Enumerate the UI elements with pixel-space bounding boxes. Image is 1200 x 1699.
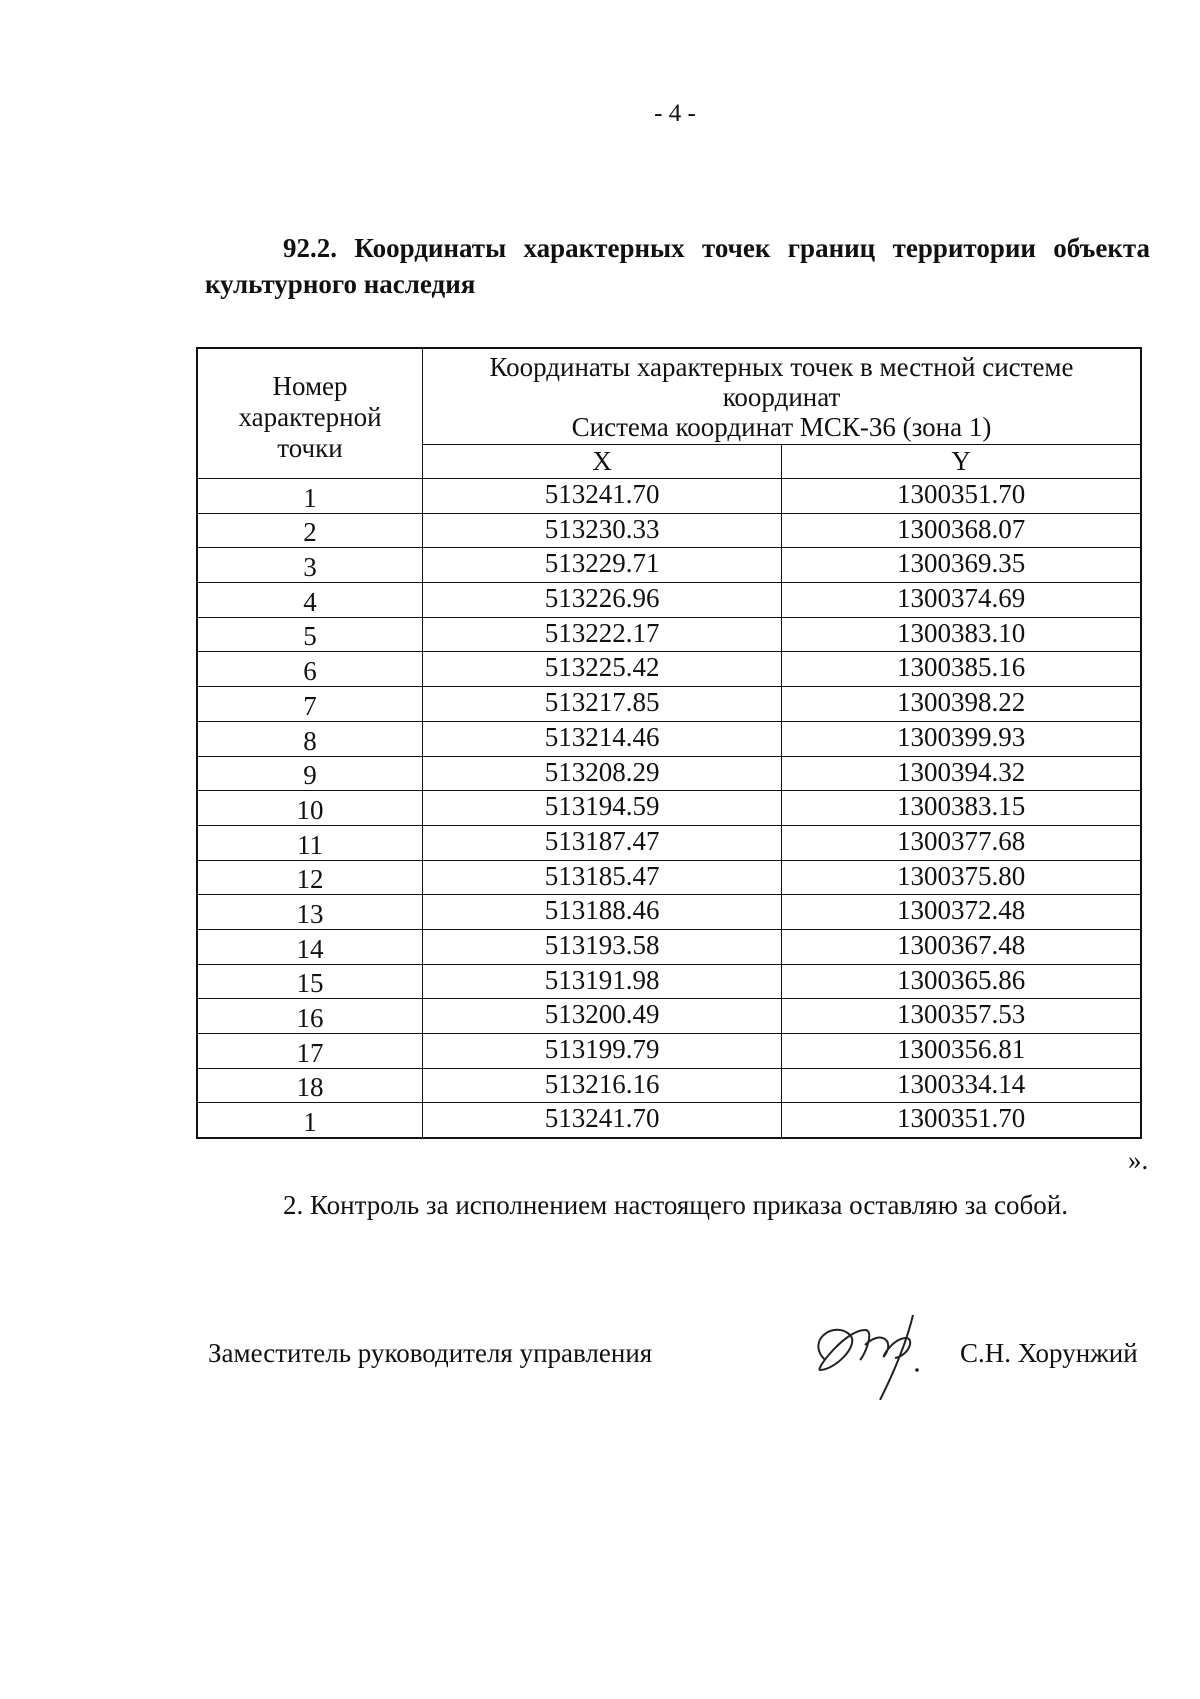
x-coordinate-cell: 513191.98 <box>423 964 782 999</box>
header-coordinates-line: Система координат МСК-36 (зона 1) <box>571 412 992 443</box>
y-coordinate-cell: 1300398.22 <box>782 687 1141 722</box>
control-paragraph: 2. Контроль за исполнением настоящего приказа оставляю за собой. <box>283 1190 1068 1220</box>
table-row <box>197 583 1141 618</box>
y-coordinate-cell: 1300399.93 <box>782 721 1141 756</box>
point-number-cell: 4 <box>197 583 423 618</box>
y-coordinate-cell: 1300369.35 <box>782 548 1141 583</box>
header-point-number-line: точки <box>277 433 343 463</box>
table-row <box>197 1103 1141 1138</box>
y-coordinate-cell: 1300351.70 <box>782 1103 1141 1138</box>
signer-title: Заместитель руководителя управления <box>208 1338 653 1368</box>
table-row <box>197 721 1141 756</box>
x-coordinate-cell: 513225.42 <box>423 652 782 687</box>
point-number-cell: 2 <box>197 513 423 548</box>
handwritten-signature <box>795 1300 955 1400</box>
point-number-cell: 13 <box>197 895 423 930</box>
table-row <box>197 548 1141 583</box>
table-row <box>197 825 1141 860</box>
table-body <box>197 479 1141 1139</box>
x-coordinate-cell: 513241.70 <box>423 1103 782 1138</box>
table-row <box>197 895 1141 930</box>
point-number-cell: 10 <box>197 791 423 826</box>
y-coordinate-cell: 1300367.48 <box>782 929 1141 964</box>
header-coordinates-line: координат <box>722 382 841 413</box>
point-number-cell: 18 <box>197 1068 423 1103</box>
table-header-row <box>197 348 1141 444</box>
table-row <box>197 791 1141 826</box>
point-number-cell: 5 <box>197 617 423 652</box>
table-row <box>197 1068 1141 1103</box>
page-number: - 4 - <box>654 100 696 127</box>
y-coordinate-cell: 1300375.80 <box>782 860 1141 895</box>
x-coordinate-cell: 513200.49 <box>423 999 782 1034</box>
y-coordinate-cell: 1300394.32 <box>782 756 1141 791</box>
y-coordinate-cell: 1300372.48 <box>782 895 1141 930</box>
point-number-cell: 14 <box>197 929 423 964</box>
table-row <box>197 999 1141 1034</box>
table-row <box>197 756 1141 791</box>
table-row <box>197 964 1141 999</box>
x-coordinate-cell: 513226.96 <box>423 583 782 618</box>
y-coordinate-cell: 1300383.15 <box>782 791 1141 826</box>
x-coordinate-cell: 513214.46 <box>423 721 782 756</box>
point-number-cell: 7 <box>197 687 423 722</box>
closing-quote: ». <box>1128 1145 1149 1175</box>
x-coordinate-cell: 513216.16 <box>423 1068 782 1103</box>
x-coordinate-cell: 513185.47 <box>423 860 782 895</box>
point-number-cell: 17 <box>197 1034 423 1069</box>
x-coordinate-cell: 513217.85 <box>423 687 782 722</box>
y-coordinate-cell: 1300377.68 <box>782 825 1141 860</box>
section-heading: 92.2. Координаты характерных точек границ территории объекта культурного наследия <box>205 233 1150 299</box>
point-number-cell: 15 <box>197 964 423 999</box>
point-number-cell: 1 <box>197 1103 423 1138</box>
coordinates-table <box>196 347 1142 1139</box>
header-x: X <box>423 444 782 478</box>
table-row <box>197 860 1141 895</box>
y-coordinate-cell: 1300374.69 <box>782 583 1141 618</box>
header-coordinates-line: Координаты характерных точек в местной системе <box>489 352 1074 383</box>
y-coordinate-cell: 1300357.53 <box>782 999 1141 1034</box>
x-coordinate-cell: 513222.17 <box>423 617 782 652</box>
header-point-number-line: характерной <box>238 402 382 432</box>
y-coordinate-cell: 1300365.86 <box>782 964 1141 999</box>
point-number-cell: 9 <box>197 756 423 791</box>
table-row <box>197 1034 1141 1069</box>
point-number-cell: 6 <box>197 652 423 687</box>
header-coordinates <box>423 348 1142 444</box>
x-coordinate-cell: 513199.79 <box>423 1034 782 1069</box>
point-number-cell: 11 <box>197 825 423 860</box>
header-point-number-line: Номер <box>272 371 348 401</box>
table-row <box>197 652 1141 687</box>
point-number-cell: 12 <box>197 860 423 895</box>
point-number-cell: 8 <box>197 721 423 756</box>
y-coordinate-cell: 1300385.16 <box>782 652 1141 687</box>
y-coordinate-cell: 1300351.70 <box>782 479 1141 514</box>
header-point-number <box>197 348 423 479</box>
table-row <box>197 687 1141 722</box>
y-coordinate-cell: 1300383.10 <box>782 617 1141 652</box>
table-row <box>197 479 1141 514</box>
point-number-cell: 3 <box>197 548 423 583</box>
x-coordinate-cell: 513241.70 <box>423 479 782 514</box>
table-row <box>197 929 1141 964</box>
x-coordinate-cell: 513193.58 <box>423 929 782 964</box>
point-number-cell: 16 <box>197 999 423 1034</box>
y-coordinate-cell: 1300334.14 <box>782 1068 1141 1103</box>
header-y: Y <box>782 444 1141 478</box>
signer-name: С.Н. Хорунжий <box>960 1338 1138 1368</box>
table-row <box>197 513 1141 548</box>
coordinates-table-wrapper <box>196 347 1142 1139</box>
point-number-cell: 1 <box>197 479 423 514</box>
y-coordinate-cell: 1300368.07 <box>782 513 1141 548</box>
table-row <box>197 617 1141 652</box>
x-coordinate-cell: 513188.46 <box>423 895 782 930</box>
x-coordinate-cell: 513187.47 <box>423 825 782 860</box>
y-coordinate-cell: 1300356.81 <box>782 1034 1141 1069</box>
x-coordinate-cell: 513194.59 <box>423 791 782 826</box>
x-coordinate-cell: 513230.33 <box>423 513 782 548</box>
x-coordinate-cell: 513229.71 <box>423 548 782 583</box>
x-coordinate-cell: 513208.29 <box>423 756 782 791</box>
